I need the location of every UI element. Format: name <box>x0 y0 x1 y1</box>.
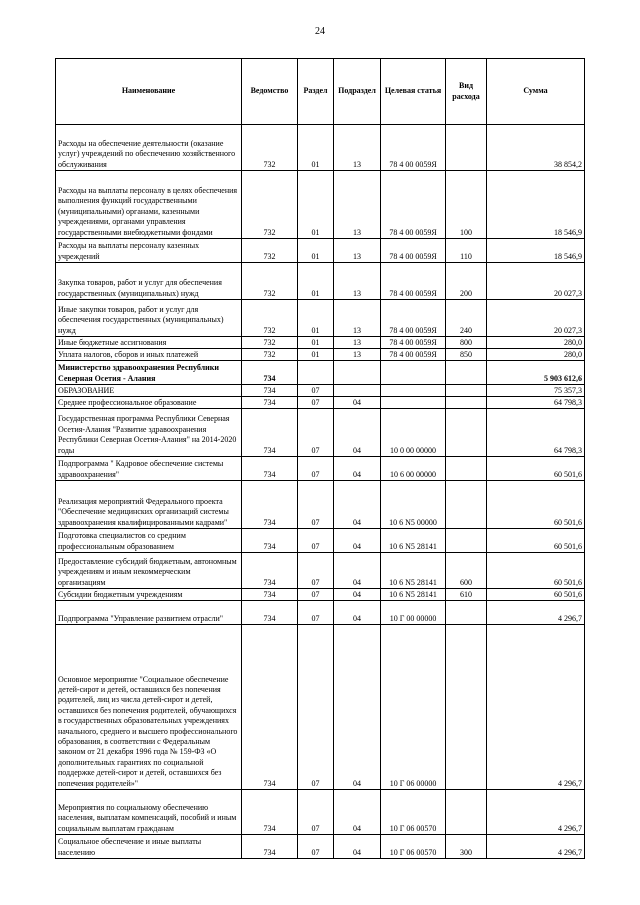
cell-sum: 4 296,7 <box>487 625 585 790</box>
cell-subsection: 13 <box>334 171 381 239</box>
cell-section: 07 <box>298 553 334 589</box>
cell-target: 78 4 00 0059Я <box>381 300 446 337</box>
cell-exp-type <box>446 625 487 790</box>
cell-sum: 38 854,2 <box>487 125 585 171</box>
cell-section <box>298 361 334 385</box>
cell-exp-type <box>446 409 487 457</box>
cell-name: Подготовка специалистов со средним профессиональным образованием <box>56 529 242 553</box>
cell-name: Расходы на выплаты персоналу казенных учреждений <box>56 239 242 263</box>
cell-dept: 734 <box>242 601 298 625</box>
cell-section: 01 <box>298 337 334 349</box>
cell-target: 10 0 00 00000 <box>381 409 446 457</box>
cell-sum: 280,0 <box>487 349 585 361</box>
cell-dept: 734 <box>242 835 298 859</box>
cell-target <box>381 361 446 385</box>
cell-exp-type: 800 <box>446 337 487 349</box>
cell-dept: 734 <box>242 790 298 835</box>
cell-exp-type: 110 <box>446 239 487 263</box>
cell-sum: 18 546,9 <box>487 239 585 263</box>
cell-sum: 60 501,6 <box>487 553 585 589</box>
cell-subsection: 04 <box>334 409 381 457</box>
cell-exp-type <box>446 601 487 625</box>
cell-name: Иные бюджетные ассигнования <box>56 337 242 349</box>
table-row <box>56 601 585 625</box>
cell-target: 10 6 00 00000 <box>381 457 446 481</box>
cell-section: 07 <box>298 589 334 601</box>
cell-name: Закупка товаров, работ и услуг для обеспечения государственных (муниципальных) нужд <box>56 263 242 300</box>
table-row <box>56 300 585 337</box>
cell-exp-type <box>446 361 487 385</box>
header-exp-type: Вид расхода <box>446 59 487 125</box>
table-row <box>56 790 585 835</box>
cell-target: 10 6 N5 28141 <box>381 529 446 553</box>
cell-name: Реализация мероприятий Федерального проекта "Обеспечение медицинских организаций системы здравоохранения квалифицированными кадрами" <box>56 481 242 529</box>
cell-sum: 20 027,3 <box>487 300 585 337</box>
cell-dept: 734 <box>242 589 298 601</box>
cell-dept: 732 <box>242 300 298 337</box>
cell-name: Министерство здравоохранения Республики Северная Осетия - Алания <box>56 361 242 385</box>
cell-exp-type <box>446 385 487 397</box>
header-name: Наименование <box>56 59 242 125</box>
cell-name: Государственная программа Республики Северная Осетия-Алания "Развитие здравоохранения Республики Северная Осетия-Алания" на 2014-2020 годы <box>56 409 242 457</box>
cell-target: 78 4 00 0059Я <box>381 125 446 171</box>
cell-dept: 734 <box>242 457 298 481</box>
cell-target: 10 Г 00 00000 <box>381 601 446 625</box>
cell-exp-type: 200 <box>446 263 487 300</box>
header-sum: Сумма <box>487 59 585 125</box>
table-row <box>56 385 585 397</box>
cell-dept: 734 <box>242 361 298 385</box>
cell-exp-type <box>446 125 487 171</box>
cell-exp-type: 100 <box>446 171 487 239</box>
table-row <box>56 835 585 859</box>
cell-subsection: 04 <box>334 553 381 589</box>
cell-name: Основное мероприятие "Социальное обеспечение детей-сирот и детей, оставшихся без попечения родителей, лиц из числа детей-сирот и детей, оставшихся без попечения родителей, обучающихся в государственных образовательных учреждениях начального, среднего и высшего профессионального образования, в соответствии с Федеральным законом от 21 декабря 1996 года № 159-ФЗ «О дополнительных гарантиях по социальной поддержке детей-сирот и детей, оставшихся без попечения родителей»" <box>56 625 242 790</box>
cell-dept: 734 <box>242 553 298 589</box>
cell-section: 01 <box>298 171 334 239</box>
cell-name: Расходы на выплаты персоналу в целях обеспечения выполнения функций государственными (муниципальными) органами, казенными учреждениями, органами управления государственными внебюджетными фондами <box>56 171 242 239</box>
cell-dept: 732 <box>242 125 298 171</box>
cell-exp-type <box>446 529 487 553</box>
cell-target: 10 6 N5 28141 <box>381 553 446 589</box>
cell-subsection: 04 <box>334 457 381 481</box>
cell-target: 10 Г 06 00000 <box>381 625 446 790</box>
cell-section: 07 <box>298 481 334 529</box>
cell-section: 07 <box>298 790 334 835</box>
cell-name: Подпрограмма "Управление развитием отрасли" <box>56 601 242 625</box>
cell-subsection: 13 <box>334 263 381 300</box>
cell-dept: 732 <box>242 349 298 361</box>
table-row <box>56 263 585 300</box>
cell-subsection: 13 <box>334 125 381 171</box>
cell-dept: 734 <box>242 625 298 790</box>
cell-sum: 60 501,6 <box>487 457 585 481</box>
cell-dept: 732 <box>242 239 298 263</box>
cell-subsection: 04 <box>334 529 381 553</box>
cell-dept: 734 <box>242 481 298 529</box>
cell-sum: 18 546,9 <box>487 171 585 239</box>
cell-dept: 734 <box>242 385 298 397</box>
table-row <box>56 337 585 349</box>
cell-section: 01 <box>298 125 334 171</box>
table-row <box>56 409 585 457</box>
cell-sum: 64 798,3 <box>487 397 585 409</box>
cell-sum: 64 798,3 <box>487 409 585 457</box>
cell-exp-type <box>446 457 487 481</box>
cell-section: 07 <box>298 457 334 481</box>
cell-subsection <box>334 361 381 385</box>
cell-sum: 60 501,6 <box>487 589 585 601</box>
cell-section: 01 <box>298 300 334 337</box>
cell-target: 10 Г 06 00570 <box>381 835 446 859</box>
header-target: Целевая статья <box>381 59 446 125</box>
cell-name: Социальное обеспечение и иные выплаты населению <box>56 835 242 859</box>
table-row <box>56 397 585 409</box>
cell-exp-type: 610 <box>446 589 487 601</box>
budget-table <box>55 58 585 859</box>
cell-name: Предоставление субсидий бюджетным, автономным учреждениям и иным некоммерческим организациям <box>56 553 242 589</box>
cell-name: ОБРАЗОВАНИЕ <box>56 385 242 397</box>
table-row <box>56 239 585 263</box>
cell-target: 10 6 N5 28141 <box>381 589 446 601</box>
cell-target: 78 4 00 0059Я <box>381 171 446 239</box>
cell-subsection: 04 <box>334 481 381 529</box>
cell-subsection: 13 <box>334 349 381 361</box>
cell-target: 78 4 00 0059Я <box>381 337 446 349</box>
cell-dept: 732 <box>242 263 298 300</box>
cell-target: 78 4 00 0059Я <box>381 349 446 361</box>
cell-section: 07 <box>298 601 334 625</box>
cell-name: Среднее профессиональное образование <box>56 397 242 409</box>
cell-subsection: 04 <box>334 625 381 790</box>
page-number: 24 <box>315 26 325 37</box>
cell-section: 07 <box>298 529 334 553</box>
cell-exp-type <box>446 481 487 529</box>
cell-subsection: 04 <box>334 790 381 835</box>
cell-dept: 734 <box>242 409 298 457</box>
cell-sum: 4 296,7 <box>487 601 585 625</box>
cell-dept: 734 <box>242 529 298 553</box>
cell-subsection: 04 <box>334 397 381 409</box>
table-row <box>56 553 585 589</box>
cell-exp-type: 240 <box>446 300 487 337</box>
header-dept: Ведомство <box>242 59 298 125</box>
cell-exp-type <box>446 397 487 409</box>
cell-dept: 732 <box>242 171 298 239</box>
cell-subsection: 04 <box>334 835 381 859</box>
cell-name: Расходы на обеспечение деятельности (оказание услуг) учреждений по обеспечению хозяйственного обслуживания <box>56 125 242 171</box>
cell-dept: 734 <box>242 397 298 409</box>
table-row <box>56 361 585 385</box>
cell-section: 01 <box>298 239 334 263</box>
cell-sum: 5 903 612,6 <box>487 361 585 385</box>
cell-target <box>381 385 446 397</box>
cell-subsection: 13 <box>334 239 381 263</box>
cell-exp-type: 300 <box>446 835 487 859</box>
cell-subsection: 13 <box>334 300 381 337</box>
cell-name: Уплата налогов, сборов и иных платежей <box>56 349 242 361</box>
table-body <box>56 125 585 859</box>
cell-sum: 20 027,3 <box>487 263 585 300</box>
header-subsection: Подраздел <box>334 59 381 125</box>
cell-target: 10 6 N5 00000 <box>381 481 446 529</box>
cell-sum: 4 296,7 <box>487 790 585 835</box>
cell-name: Мероприятия по социальному обеспечению населения, выплатам компенсаций, пособий и иным социальным выплатам гражданам <box>56 790 242 835</box>
cell-target <box>381 397 446 409</box>
table-row <box>56 529 585 553</box>
cell-section: 07 <box>298 835 334 859</box>
table-row <box>56 589 585 601</box>
cell-name: Субсидии бюджетным учреждениям <box>56 589 242 601</box>
cell-subsection: 13 <box>334 337 381 349</box>
table-row <box>56 481 585 529</box>
cell-exp-type: 850 <box>446 349 487 361</box>
table-row <box>56 171 585 239</box>
cell-dept: 732 <box>242 337 298 349</box>
cell-target: 10 Г 06 00570 <box>381 790 446 835</box>
cell-exp-type: 600 <box>446 553 487 589</box>
cell-target: 78 4 00 0059Я <box>381 263 446 300</box>
table-header-row <box>56 59 585 125</box>
cell-section: 01 <box>298 349 334 361</box>
cell-section: 07 <box>298 385 334 397</box>
table-row <box>56 457 585 481</box>
cell-exp-type <box>446 790 487 835</box>
cell-section: 07 <box>298 397 334 409</box>
cell-subsection: 04 <box>334 589 381 601</box>
cell-subsection <box>334 385 381 397</box>
cell-sum: 75 357,3 <box>487 385 585 397</box>
cell-target: 78 4 00 0059Я <box>381 239 446 263</box>
table-row <box>56 625 585 790</box>
cell-sum: 60 501,6 <box>487 529 585 553</box>
cell-sum: 280,0 <box>487 337 585 349</box>
cell-section: 07 <box>298 409 334 457</box>
cell-sum: 4 296,7 <box>487 835 585 859</box>
cell-sum: 60 501,6 <box>487 481 585 529</box>
header-section: Раздел <box>298 59 334 125</box>
table-row <box>56 349 585 361</box>
cell-section: 01 <box>298 263 334 300</box>
cell-name: Подпрограмма " Кадровое обеспечение системы здравоохранения" <box>56 457 242 481</box>
cell-name: Иные закупки товаров, работ и услуг для обеспечения государственных (муниципальных) нужд <box>56 300 242 337</box>
cell-subsection: 04 <box>334 601 381 625</box>
cell-section: 07 <box>298 625 334 790</box>
table-row <box>56 125 585 171</box>
